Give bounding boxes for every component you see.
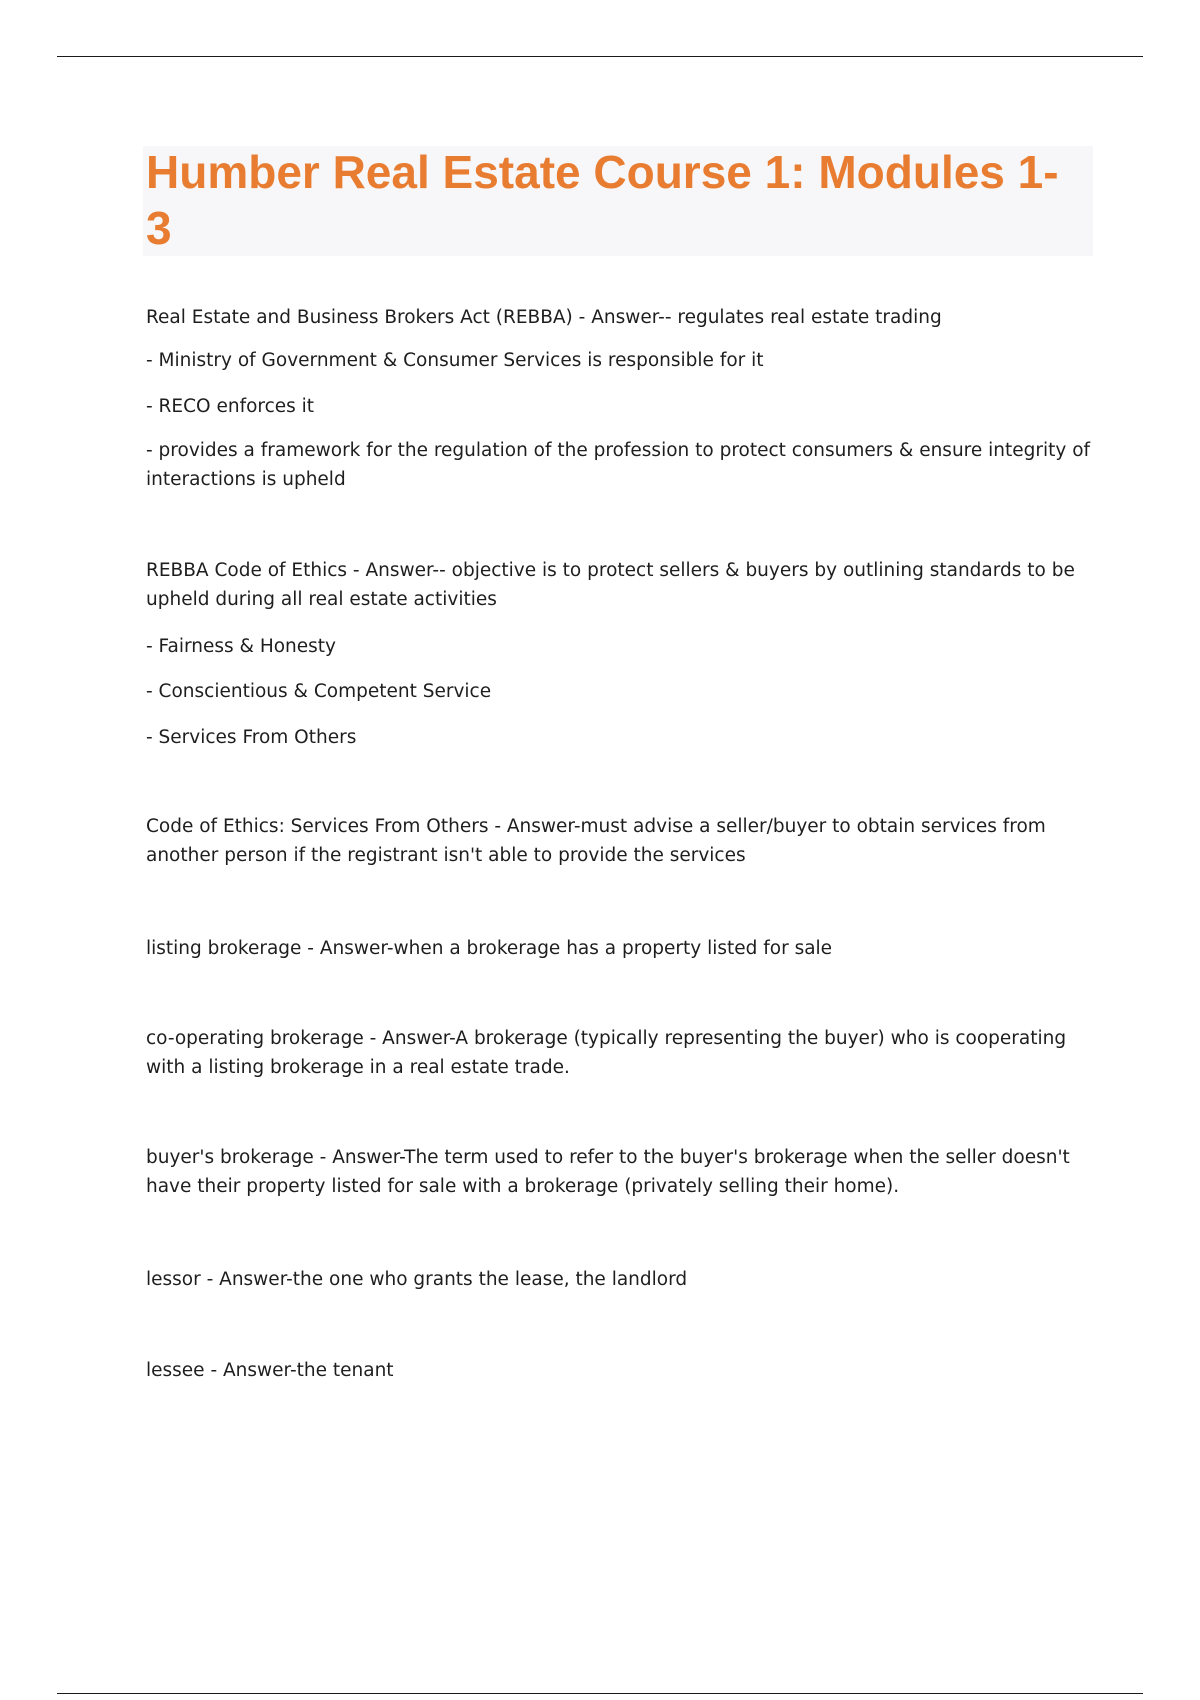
entry-buyers-brokerage: buyer's brokerage - Answer-The term used to refer to the buyer's brokerage when the seller doesn't have their property listed for sale with a brokerage (privately selling their home). [146,1147,1070,1197]
document-title: Humber Real Estate Course 1: Modules 1-3 [146,146,1059,254]
entry-rebba-point-1: - Ministry of Government & Consumer Services is responsible for it [146,350,764,371]
entry-lessor: lessor - Answer-the one who grants the lease, the landlord [146,1269,688,1290]
entry-rebba-point-3: - provides a framework for the regulation of the profession to protect consumers & ensure integrity of interactions is upheld [146,440,1091,490]
entry-co-operating-brokerage: co-operating brokerage - Answer-A brokerage (typically representing the buyer) who is cooperating with a listing brokerage in a real estate trade. [146,1028,1067,1078]
entry-code-of-ethics-point-3: - Services From Others [146,727,357,748]
entry-code-of-ethics-point-2: - Conscientious & Competent Service [146,681,492,702]
entry-code-of-ethics-term: REBBA Code of Ethics - Answer-- objective is to protect sellers & buyers by outlining standards to be upheld during all real estate activities [146,560,1075,610]
entry-lessee: lessee - Answer-the tenant [146,1360,394,1381]
bottom-rule [57,1693,1143,1694]
entry-rebba-point-2: - RECO enforces it [146,396,315,417]
entry-listing-brokerage: listing brokerage - Answer-when a brokerage has a property listed for sale [146,938,833,959]
entry-rebba-term: Real Estate and Business Brokers Act (REBBA) - Answer-- regulates real estate trading [146,307,942,328]
entry-services-from-others: Code of Ethics: Services From Others - Answer-must advise a seller/buyer to obtain services from another person if the registrant isn't able to provide the services [146,816,1046,866]
entry-code-of-ethics-point-1: - Fairness & Honesty [146,636,337,657]
top-rule [57,56,1143,57]
